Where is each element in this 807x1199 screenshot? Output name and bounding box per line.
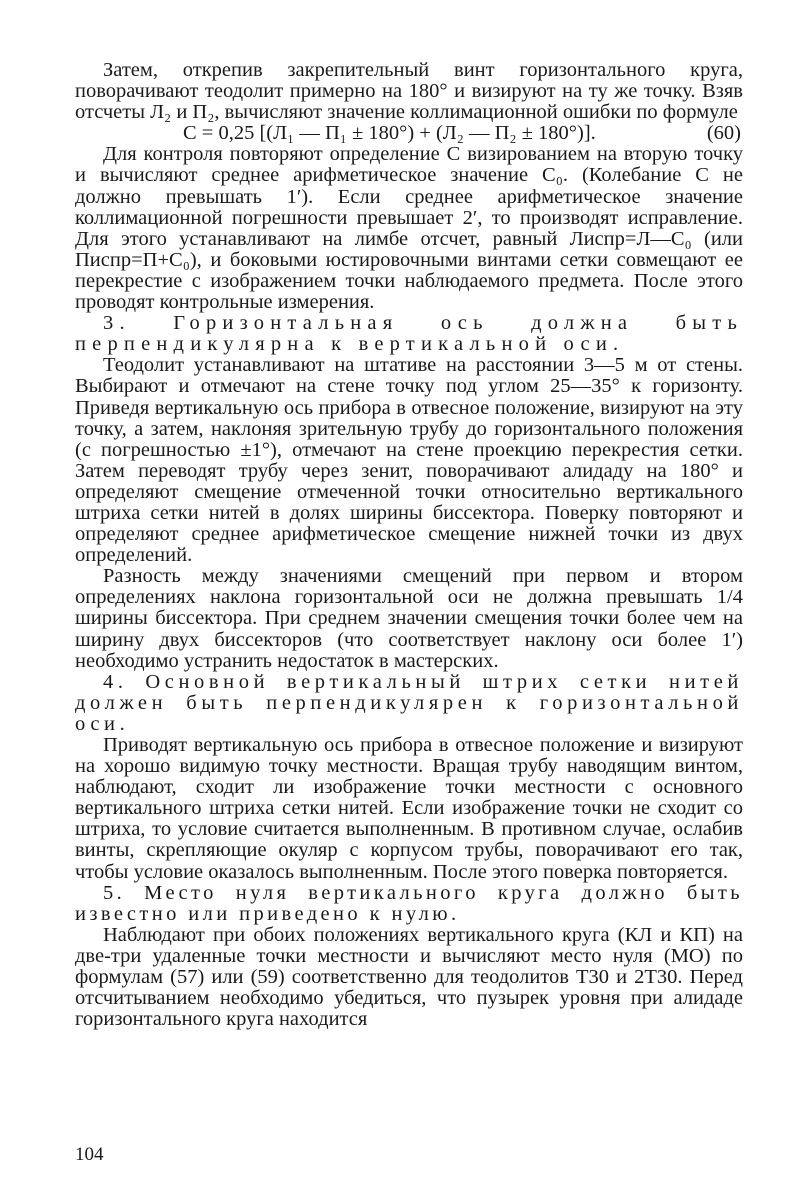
formula-60	[75, 123, 743, 144]
paragraph-condition-3-tolerance: Разность между значениями смещений при первом и втором определениях наклона горизонтальной оси не должна превышать 1/4 ширины биссектора. При среднем значении смещения точки более чем на ширину двух биссекторов (что соответствует наклону оси более 1′) необходимо устранить недостаток в мастерских.	[75, 565, 743, 672]
condition-3-heading: 3. Горизонтальная ось должна быть перпендикулярна к вертикальной оси.	[75, 312, 743, 356]
paragraph-control: Для контроля повторяют определение C визированием на вторую точку и вычисляют среднее арифметическое значение C₀. (Колебание C не должно превышать 1′). Если среднее арифметическое значение коллимационной погрешности превышает 2′, то производят исправление. Для этого устанавливают на лимбе отсчет, равный Лиспр=Л—C₀ (или Писпр=П+C₀), и боковыми юстировочными винтами сетки совмещают ее перекрестие с изображением точки наблюдаемого предмета. После этого проводят контрольные измерения.	[75, 143, 743, 314]
paragraph-intro: Затем, открепив закрепительный винт горизонтального круга, поворачивают теодолит примерно на 180° и визируют на ту же точку. Взяв отсчеты Л₂ и П₂, вычисляют значение коллимационной ошибки по формуле	[75, 59, 743, 124]
page-body	[75, 60, 743, 1030]
condition-4-heading: 4. Основной вертикальный штрих сетки нитей должен быть перпендикулярен к горизонтальной оси.	[75, 670, 743, 735]
formula-expression: C = 0,25 [(Л₁ — П₁ ± 180°) + (Л₂ — П₂ ± 180°)].	[183, 122, 596, 145]
paragraph-condition-3-procedure: Теодолит устанавливают на штативе на расстоянии 3—5 м от стены. Выбирают и отмечают на стене точку под углом 25—35° к горизонту. Приведя вертикальную ось прибора в отвесное положение, визируют на эту точку, а затем, наклоняя зрительную трубу до горизонтального положения (с погрешностью ±1°), отмечают на стене проекцию перекрестия сетки. Затем переводят трубу через зенит, поворачивают алидаду на 180° и определяют смещение отмеченной точки относительно вертикального штриха сетки нитей в долях ширины биссектора. Поверку повторяют и определяют среднее арифметическое смещение нижней точки из двух определений.	[75, 354, 743, 567]
formula-number: (60)	[706, 122, 741, 145]
condition-5-heading: 5. Место нуля вертикального круга должно быть известно или приведено к нулю.	[75, 881, 743, 925]
paragraph-condition-4-procedure: Приводят вертикальную ось прибора в отвесное положение и визируют на хорошо видимую точку местности. Вращая трубу наводящим винтом, наблюдают, сходит ли изображение точки местности с основного вертикального штриха сетки нитей. Если изображение точки не сходит со штриха, то условие считается выполненным. В противном случае, ослабив винты, скрепляющие окуляр с корпусом трубы, поворачивают его так, чтобы условие оказалось выполненным. После этого поверка повторяется.	[75, 734, 743, 883]
page-number: 104	[75, 1144, 104, 1165]
paragraph-condition-5-procedure: Наблюдают при обоих положениях вертикального круга (КЛ и КП) на две-три удаленные точки местности и вычисляют место нуля (МО) по формулам (57) или (59) соответственно для теодолитов Т30 и 2Т30. Перед отсчитыванием необходимо убедиться, что пузырек уровня при алидаде горизонтального круга находится	[75, 923, 743, 1031]
